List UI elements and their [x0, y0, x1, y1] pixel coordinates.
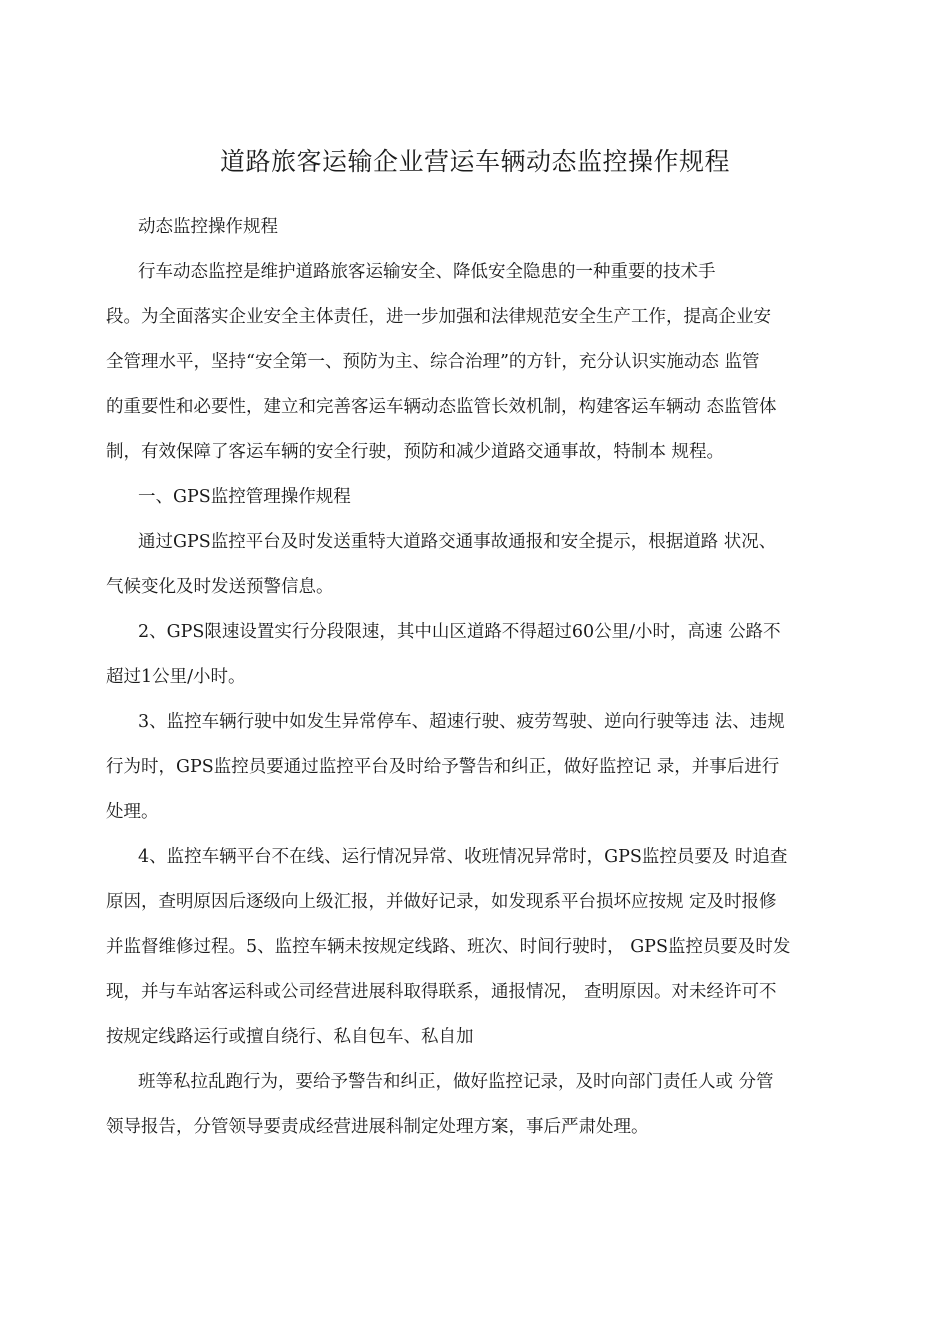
paragraph-line: 2、GPS限速设置实行分段限速，其中山区道路不得超过60公里/小时，高速 公路不: [138, 622, 781, 642]
paragraph-line: 动态监控操作规程: [138, 217, 278, 237]
paragraph-line: 的重要性和必要性，建立和完善客运车辆动态监管长效机制，构建客运车辆动 态监管体: [106, 397, 777, 417]
paragraph-line: 行车动态监控是维护道路旅客运输安全、降低安全隐患的一种重要的技术手: [138, 262, 716, 282]
section-heading: 一、GPS监控管理操作规程: [138, 487, 351, 507]
paragraph-line: 气候变化及时发送预警信息。: [106, 577, 334, 597]
paragraph-line: 段。为全面落实企业安全主体责任，进一步加强和法律规范安全生产工作，提高企业安: [106, 307, 771, 327]
paragraph-line: 按规定线路运行或擅自绕行、私自包车、私自加: [106, 1027, 474, 1047]
paragraph-line: 并监督维修过程。5、监控车辆未按规定线路、班次、时间行驶时， GPS监控员要及时发: [106, 937, 791, 957]
paragraph-line: 处理。: [106, 802, 159, 822]
paragraph-line: 领导报告，分管领导要责成经营进展科制定处理方案，事后严肃处理。: [106, 1117, 649, 1137]
paragraph-line: 现，并与车站客运科或公司经营进展科取得联系，通报情况， 查明原因。对未经许可不: [106, 982, 777, 1002]
document-title: 道路旅客运输企业营运车辆动态监控操作规程: [219, 147, 730, 176]
paragraph-line: 原因，查明原因后逐级向上级汇报，并做好记录，如发现系平台损坏应按规 定及时报修: [106, 892, 777, 912]
paragraph-line: 班等私拉乱跑行为，要给予警告和纠正，做好监控记录，及时向部门责任人或 分管: [138, 1072, 774, 1092]
paragraph-line: 行为时，GPS监控员要通过监控平台及时给予警告和纠正，做好监控记 录，并事后进行: [106, 757, 780, 777]
paragraph-line: 4、监控车辆平台不在线、运行情况异常、收班情况异常时，GPS监控员要及 时追查: [138, 847, 788, 867]
paragraph-line: 全管理水平，坚持“安全第一、预防为主、综合治理”的方针，充分认识实施动态 监管: [106, 352, 760, 372]
paragraph-line: 通过GPS监控平台及时发送重特大道路交通事故通报和安全提示，根据道路 状况、: [138, 532, 777, 552]
paragraph-line: 超过1公里/小时。: [106, 667, 246, 687]
paragraph-line: 3、监控车辆行驶中如发生异常停车、超速行驶、疲劳驾驶、逆向行驶等违 法、违规: [138, 712, 785, 732]
paragraph-line: 制，有效保障了客运车辆的安全行驶，预防和减少道路交通事故，特制本 规程。: [106, 442, 725, 462]
